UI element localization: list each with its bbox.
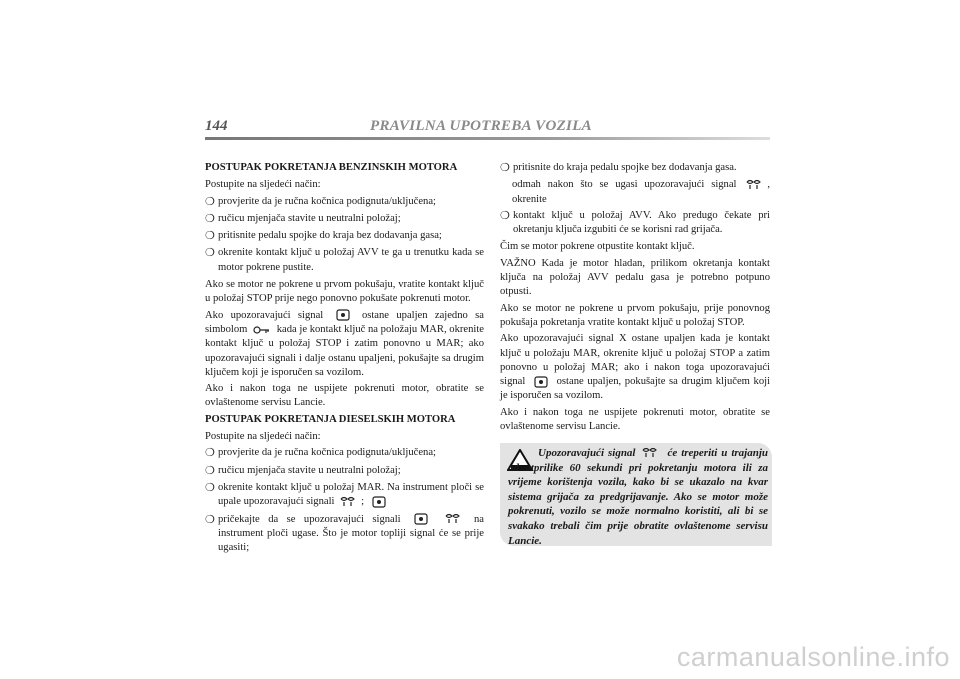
paragraph: Čim se motor pokrene otpustite kontakt ključ. xyxy=(500,241,695,253)
list-item xyxy=(500,209,770,238)
list-item-text: kontakt ključ u položaj AVV. Ako predugo čekate pri okretanju ključa izgubiti će se korisni rad grijača. xyxy=(513,209,770,236)
heading-petrol: POSTUPAK POKRETANJA BENZINSKIH MOTORA xyxy=(205,162,458,173)
list-item xyxy=(205,481,484,510)
key-icon xyxy=(253,324,271,336)
paragraph: Ako se motor ne pokrene u prvom pokušaju, vratite kontakt ključ u položaj STOP prije nego ponovno pokušate pokrenuti motor. xyxy=(205,279,484,305)
text-span: , okrenite xyxy=(512,179,770,205)
intro-text: Postupite na sljedeći način: xyxy=(205,431,321,443)
list-item xyxy=(205,446,484,460)
bullet-icon: ❍ xyxy=(205,513,215,526)
bullet-icon: ❍ xyxy=(205,464,215,477)
list-item xyxy=(205,513,484,556)
bullet-icon: ❍ xyxy=(205,212,215,225)
text-span: Upozoravajući signal xyxy=(538,447,636,459)
bullet-icon: ❍ xyxy=(500,162,510,174)
glow-plug-icon xyxy=(340,496,358,508)
paragraph: Ako se motor ne pokrene u prvom pokušaju, prije ponovnog pokušaja pokretanja vratite kontakt ključ u položaj STOP. xyxy=(500,302,770,328)
paragraph: Ako i nakon toga ne uspijete pokrenuti motor, obratite se ovlaštenome servisu Lancie. xyxy=(500,406,770,433)
list-item-text xyxy=(218,481,484,510)
list-item-text: okrenite kontakt ključ u položaj AVV te ga u trenutku kada se motor pokrene pustite. xyxy=(218,247,484,273)
text-span: pričekajte da se upozoravajući signali xyxy=(218,513,401,525)
bullet-icon: ❍ xyxy=(205,247,215,260)
section-title: PRAVILNA UPOTREBA VOZILA xyxy=(370,118,592,134)
immobilizer-warning-icon xyxy=(334,309,352,321)
paragraph xyxy=(500,178,770,207)
text-span: će treperiti u trajanju od otprilike 60 sekundi pri pokretanju motora ili za vrijeme korištenja vozila, kako bi se ukazalo na kvar sistema grijača za predgrijavanje. Ako se motor može pokrenuti, vozilo se može normalno koristiti, ali bi se svakako trebali čim prije obratite ovlaštenome servisu Lancie. xyxy=(508,447,769,547)
watermark: carmanualsonline.info xyxy=(676,642,950,672)
bullet-icon: ❍ xyxy=(205,195,215,208)
list-item-text: provjerite da je ručna kočnica podignuta/uključena; xyxy=(218,195,436,207)
header-rule xyxy=(205,137,770,140)
bullet-icon: ❍ xyxy=(500,209,510,222)
page-number: 144 xyxy=(205,118,228,134)
list-item xyxy=(205,464,484,478)
intro-text: Postupite na sljedeći način: xyxy=(205,179,321,191)
list-item-text: ručicu mjenjača stavite u neutralni položaj; xyxy=(218,464,401,476)
list-item xyxy=(205,212,484,226)
text-span: Ako upozoravajući signal xyxy=(205,309,324,321)
bullet-icon: ❍ xyxy=(205,447,215,460)
immobilizer-warning-icon xyxy=(412,513,430,525)
list-item-text: pritisnite pedalu spojke do kraja bez dodavanja gasa; xyxy=(218,230,442,242)
immobilizer-warning-icon xyxy=(532,376,550,388)
text-span: odmah nakon što se ugasi upozoravajući signal xyxy=(512,179,737,191)
list-item xyxy=(500,161,770,175)
glow-plug-icon xyxy=(746,179,764,191)
text-span: ostane upaljen, pokušajte sa drugim ključem koji je isporučen sa vozilom. xyxy=(500,376,771,402)
list-item xyxy=(205,246,484,275)
list-item-text xyxy=(218,513,484,556)
paragraph: Ako i nakon toga ne uspijete pokrenuti motor, obratite se ovlaštenome servisu Lancie. xyxy=(205,383,484,409)
list-item-text: ručicu mjenjača stavite u neutralni položaj; xyxy=(218,212,401,224)
warning-text xyxy=(508,446,768,548)
paragraph xyxy=(500,332,770,403)
list-item-text: pritisnite do kraja pedalu spojke bez dodavanja gasa. xyxy=(513,162,737,173)
bullet-icon: ❍ xyxy=(205,230,215,243)
glow-plug-icon xyxy=(642,447,660,459)
list-item xyxy=(205,229,484,243)
text-span: ostane upaljen zajedno sa simbolom xyxy=(205,309,484,335)
text-span: Ako upozoravajući signal X ostane upaljen kada je kontakt ključ u položaju MAR, okrenite ključ u položaj STOP a zatim ponovno u položaj MAR; ako i nakon toga upozoravajući signal xyxy=(500,333,770,388)
text-span: okrenite kontakt ključ u položaj MAR. Na instrument ploči se upale upozoravajući signali xyxy=(218,481,484,508)
text-span: ; xyxy=(361,496,365,508)
left-column xyxy=(205,161,484,558)
bullet-icon: ❍ xyxy=(205,481,215,494)
text-span: kada je kontakt ključ na položaju MAR, okrenite kontakt ključ u položaj STOP i zatim ponovno u MAR; ako upozoravajući signali i dalje ostanu upaljeni, pokušajte sa drugim ključem koji je isporučen sa vozilom. xyxy=(205,323,484,378)
heading-diesel: POSTUPAK POKRETANJA DIESELSKIH MOTORA xyxy=(205,413,456,425)
list-item xyxy=(205,195,484,209)
list-item-text: provjerite da je ručna kočnica podignuta/uključena; xyxy=(218,447,436,459)
right-column xyxy=(500,161,770,436)
paragraph xyxy=(205,309,484,380)
text-span: na instrument ploči ugase. Što je motor topliji signal će se prije ugasiti; xyxy=(218,513,484,554)
immobilizer-warning-icon xyxy=(370,496,388,508)
paragraph: VAŽNO Kada je motor hladan, prilikom okretanja kontakt ključa na položaj AVV pedalu gasa je potrebno potpuno otpusti. xyxy=(500,257,770,298)
glow-plug-icon xyxy=(445,513,463,525)
